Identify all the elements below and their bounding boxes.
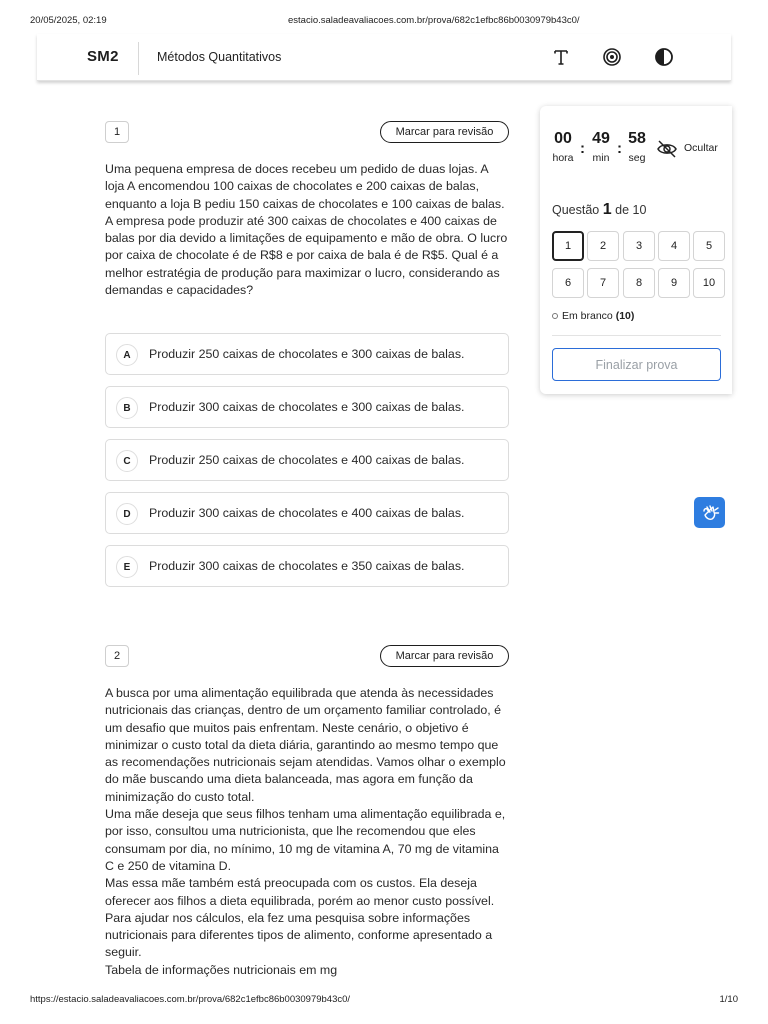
question-nav-1[interactable]: 1 [552,231,584,261]
question-card [105,645,509,985]
option-text: Produzir 300 caixas de chocolates e 400 caixas de balas. [149,506,465,520]
hide-timer-label: Ocultar [684,142,718,154]
top-bar [37,34,731,81]
option-text: Produzir 250 caixas de chocolates e 300 caixas de balas. [149,347,465,361]
contrast-icon[interactable] [652,45,676,69]
option-text: Produzir 300 caixas de chocolates e 350 caixas de balas. [149,559,465,573]
timer-seconds: 58 seg [628,130,646,164]
question-nav-8[interactable]: 8 [623,268,655,298]
timer-minutes: 49 min [592,130,610,164]
question-card [105,121,509,591]
question-nav-3[interactable]: 3 [623,231,655,261]
hide-timer-button[interactable] [656,138,726,160]
question-nav-10[interactable]: 10 [693,268,725,298]
print-footer-url: https://estacio.saladeavaliacoes.com.br/prova/682c1efbc86b0030979b43c0/ [30,994,351,1005]
brand-logo: SM2 [87,48,119,65]
question-nav-7[interactable]: 7 [587,268,619,298]
target-icon[interactable] [600,45,624,69]
question-nav-2[interactable]: 2 [587,231,619,261]
option-a[interactable] [105,333,509,375]
timer-separator: : [617,140,622,157]
question-nav-9[interactable]: 9 [658,268,690,298]
exam-navigation-panel [540,106,732,394]
option-d[interactable] [105,492,509,534]
topbar-divider [138,42,139,75]
print-header [30,15,738,29]
option-letter: D [116,503,138,525]
question-number: 1 [105,121,129,143]
question-counter: Questão 1 de 10 [552,201,647,218]
option-c[interactable] [105,439,509,481]
print-footer [30,994,738,1008]
option-letter: E [116,556,138,578]
current-question-number: 1 [602,201,612,218]
circle-icon [552,313,558,319]
course-title: Métodos Quantitativos [157,50,282,64]
option-text: Produzir 250 caixas de chocolates e 400 caixas de balas. [149,453,465,467]
question-number: 2 [105,645,129,667]
question-text: A busca por uma alimentação equilibrada que atenda às necessidades nutricionais das crianças, dentro de um orçamento familiar controlado, é um desafio que muitos pais enfrentam. Neste cenário, o objetivo é minimizar o custo total da dieta diária, garantindo ao mesmo tempo que as recomendações nutricionais sejam atendidas. Vamos olhar o exemplo do mãe buscando uma dieta balanceada, mas agora em função da minimização do custo total. Uma mãe deseja que seus filhos tenham uma alimentação equilibrada e, por isso, consultou uma nutricionista, que lhe recomendou que eles consumam por dia, no mínimo, 10 mg de vitamina A, 70 mg de vitamina C e 250 de vitamina D. Mas essa mãe também está preocupada com os custos. Ela deseja oferecer aos filhos a dieta equilibrada, porém ao menor custo possível. Para ajudar nos cálculos, ela fez uma pesquisa sobre informações nutricionais para diferentes tipos de alimento, conforme apresentado a seguir. Tabela de informações nutricionais em mg [105,686,506,977]
option-letter: C [116,450,138,472]
option-b[interactable] [105,386,509,428]
finish-exam-button[interactable]: Finalizar prova [552,348,721,381]
blank-count: (10) [615,310,635,322]
mark-review-button[interactable]: Marcar para revisão [380,121,509,143]
blank-status: Em branco (10) [552,310,634,322]
option-letter: B [116,397,138,419]
panel-divider [552,335,721,336]
print-datetime: 20/05/2025, 02:19 [30,15,107,26]
sign-language-icon[interactable] [694,497,725,528]
timer-hours: 00 hora [552,130,574,164]
option-e[interactable] [105,545,509,587]
question-text: Uma pequena empresa de doces recebeu um pedido de duas lojas. A loja A encomendou 100 caixas de chocolates e 200 caixas de balas, enquanto a loja B pediu 150 caixas de chocolates e 100 caixas de balas. A empresa pode produzir até 300 caixas de chocolates e 400 caixas de balas por dia devido a limitações de equipamento e mão de obra. O lucro por caixa de chocolate é de R$8 e por caixa de bala é de R$5. Qual é a melhor estratégia de produção para maximizar o lucro, considerando as demandas e capacidades? [105,162,508,298]
option-text: Produzir 300 caixas de chocolates e 300 caixas de balas. [149,400,465,414]
option-letter: A [116,344,138,366]
question-nav-6[interactable]: 6 [552,268,584,298]
eye-off-icon [656,138,678,160]
print-page-number: 1/10 [719,994,738,1005]
text-size-icon[interactable] [549,45,573,69]
print-url: estacio.saladeavaliacoes.com.br/prova/682c1efbc86b0030979b43c0/ [288,15,580,26]
mark-review-button[interactable]: Marcar para revisão [380,645,509,667]
question-nav-5[interactable]: 5 [693,231,725,261]
question-nav-4[interactable]: 4 [658,231,690,261]
timer-separator: : [580,140,585,157]
